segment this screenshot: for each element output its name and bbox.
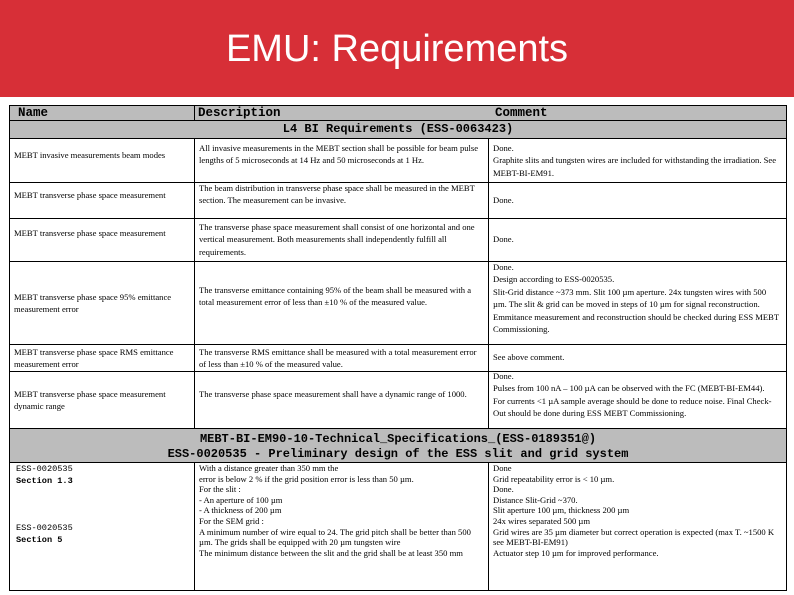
page-title: EMU: Requirements <box>225 28 569 70</box>
column-divider <box>488 462 489 590</box>
requirements-table <box>9 105 787 591</box>
row-divider <box>10 344 786 345</box>
row-2-description: The beam distribution in transverse phase space shall be measured in the MEBT section. The measurement can be invasive. <box>199 183 475 206</box>
row-1-name: MEBT invasive measurements beam modes <box>14 150 166 160</box>
ess-ref-1-section: Section 1.3 <box>16 476 73 486</box>
row-4-name: MEBT transverse phase space 95% emittance measurement error <box>14 292 172 315</box>
row-divider <box>10 138 786 139</box>
column-header-band <box>10 106 786 120</box>
row-4-description: The transverse emittance containing 95% of the beam shall be measured with a total measurement error of less than ±10 % of the measured value. <box>199 285 472 308</box>
row-2-comment: Done. <box>493 195 514 205</box>
row-6-description: The transverse phase space measurement shall have a dynamic range of 1000. <box>199 389 467 399</box>
column-divider <box>194 462 195 590</box>
row-3-name: MEBT transverse phase space measurement <box>14 228 166 238</box>
section-title-mebt: MEBT-BI-EM90-10-Technical_Specifications_(ESS-0189351@) <box>199 432 597 446</box>
row-1-description: All invasive measurements in the MEBT section shall be possible for beam pulse lengths of 5 microseconds at 14 Hz and 50 microseconds at 1 Hz. <box>199 143 479 166</box>
row-3-description: The transverse phase space measurement shall consist of one horizontal and one vertical measurement. Both measurements shall independently fulfill all requirements. <box>199 222 475 257</box>
ess-comment: Done Grid repeatability error is < 10 µm. Done. Distance Slit-Grid ~370. Slit aperture 100 µm, thickness 200 µm 24x wires separated 500 µm Grid wires are 35 µm diameter but correct operation is expected (max T. ~1500 K see MEBT-BI-EM91) Actuator step 10 µm for improved performance. <box>493 463 775 558</box>
row-5-description: The transverse RMS emittance shall be measured with a total measurement error of less than ±10 % of the measured value. <box>199 347 477 370</box>
column-header-name: Name <box>18 106 49 120</box>
row-4-comment: Done. Design according to ESS-0020535. Slit-Grid distance ~373 mm. Slit 100 µm aperture. 24x tungsten wires with 500 µm. The slit & grid can be moved in steps of 10 µm for signal reconstruction. Emmitance measurement and reconstruction should be checked during ESS MEBT Commissioning. <box>493 262 779 335</box>
row-6-name: MEBT transverse phase space measurement dynamic range <box>14 389 166 412</box>
ess-ref-2-doc: ESS-0020535 <box>16 523 73 533</box>
row-5-name: MEBT transverse phase space RMS emittance measurement error <box>14 347 174 370</box>
column-divider <box>194 138 195 429</box>
ess-ref-2-section: Section 5 <box>16 535 63 545</box>
section-title-l4: L4 BI Requirements (ESS-0063423) <box>282 122 514 136</box>
column-header-comment: Comment <box>495 106 548 120</box>
row-divider <box>10 218 786 219</box>
row-1-comment: Done. Graphite slits and tungsten wires are included for withstanding the irradiation. See MEBT-BI-EM91. <box>493 143 777 178</box>
row-6-comment: Done. Pulses from 100 nA – 100 µA can be observed with the FC (MEBT-BI-EM44). For currents <1 µA sample average should be done to reduce noise. Final Check-Out should be done during ESS MEBT Commissioning. <box>493 371 772 419</box>
row-5-comment: See above comment. <box>493 352 565 362</box>
ess-description: With a distance greater than 350 mm the error is below 2 % if the grid position error is less than 50 µm. For the slit : - An aperture of 100 µm - A thickness of 200 µm For the SEM grid : A minimum number of wire equal to 24. The grid pitch shall be better than 500 µm. The grids shall be equipped with 20 µm tungsten wire The minimum distance between the slit and the grid shall be at least 350 mm <box>199 463 471 558</box>
column-divider <box>488 138 489 429</box>
row-2-name: MEBT transverse phase space measurement <box>14 190 166 200</box>
column-header-description: Description <box>198 106 281 120</box>
section-title-ess: ESS-0020535 - Preliminary design of the ESS slit and grid system <box>167 447 629 461</box>
column-divider <box>194 106 195 121</box>
row-3-comment: Done. <box>493 234 514 244</box>
row-divider <box>10 120 786 121</box>
ess-ref-1-doc: ESS-0020535 <box>16 464 73 474</box>
